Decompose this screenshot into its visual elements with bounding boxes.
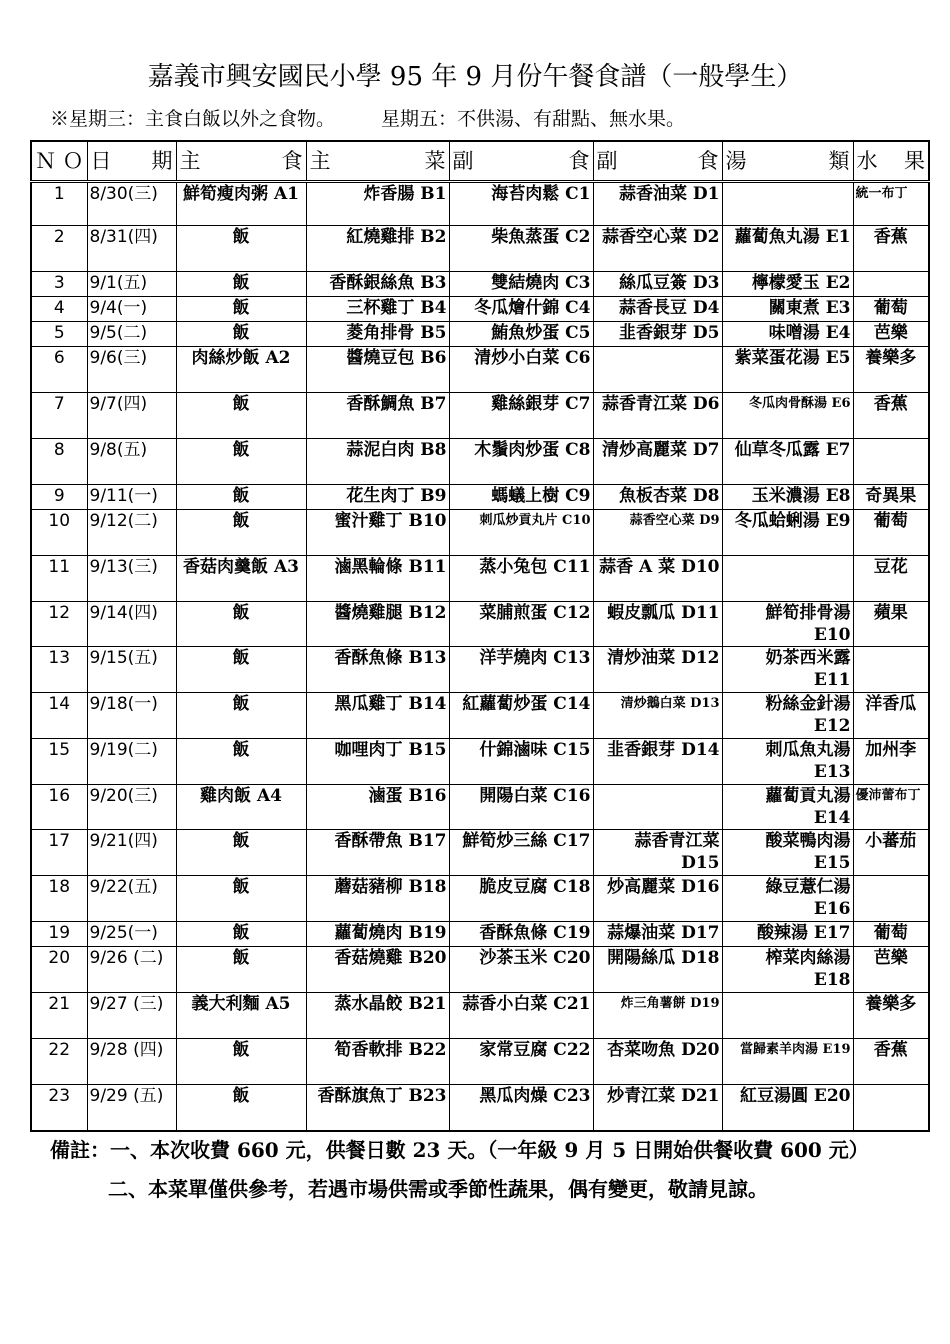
cell-staple: 飯 [176, 1039, 306, 1085]
cell-fruit [853, 876, 929, 922]
table-row [31, 393, 929, 439]
table-row [31, 226, 929, 272]
cell-soup: 蘿蔔貢丸湯 E14 [722, 785, 853, 830]
cell-staple: 飯 [176, 876, 306, 922]
cell-staple: 飯 [176, 485, 306, 510]
table-row [31, 993, 929, 1039]
cell-fruit: 香蕉 [853, 1039, 929, 1085]
cell-main-dish: 香酥旗魚丁 B23 [306, 1085, 449, 1131]
cell-side-dish-2 [593, 785, 722, 830]
cell-soup [722, 182, 853, 226]
remarks-label: 備註： [50, 1138, 110, 1162]
cell-no: 23 [31, 1085, 87, 1131]
cell-staple: 飯 [176, 693, 306, 739]
header-fruit: 水果 [853, 141, 929, 182]
table-row [31, 297, 929, 322]
cell-side-dish-1: 螞蟻上樹 C9 [449, 485, 593, 510]
cell-fruit: 小蕃茄 [853, 830, 929, 876]
cell-soup: 刺瓜魚丸湯 E13 [722, 739, 853, 785]
cell-date: 9/14(四) [87, 602, 176, 647]
cell-side-dish-2: 魚板杏菜 D8 [593, 485, 722, 510]
cell-date: 9/19(二) [87, 739, 176, 785]
cell-soup: 味噌湯 E4 [722, 322, 853, 347]
cell-no: 7 [31, 393, 87, 439]
cell-no: 6 [31, 347, 87, 393]
cell-main-dish: 紅燒雞排 B2 [306, 226, 449, 272]
page-title: 嘉義市興安國民小學 95 年 9 月份午餐食譜（一般學生） [147, 62, 803, 92]
cell-side-dish-2: 清炒鵝白菜 D13 [593, 693, 722, 739]
cell-main-dish: 咖哩肉丁 B15 [306, 739, 449, 785]
cell-date: 9/27 (三) [87, 993, 176, 1039]
cell-date: 8/31(四) [87, 226, 176, 272]
cell-main-dish: 香酥帶魚 B17 [306, 830, 449, 876]
cell-fruit: 養樂多 [853, 993, 929, 1039]
cell-main-dish: 花生肉丁 B9 [306, 485, 449, 510]
cell-fruit: 葡萄 [853, 510, 929, 556]
note-friday: 星期五：不供湯、有甜點、無水果。 [381, 108, 686, 130]
cell-main-dish: 香酥鯛魚 B7 [306, 393, 449, 439]
cell-side-dish-1: 清炒小白菜 C6 [449, 347, 593, 393]
cell-main-dish: 黑瓜雞丁 B14 [306, 693, 449, 739]
cell-side-dish-2: 蒜香油菜 D1 [593, 182, 722, 226]
cell-soup: 粉絲金針湯 E12 [722, 693, 853, 739]
cell-fruit: 洋香瓜 [853, 693, 929, 739]
cell-fruit: 香蕉 [853, 393, 929, 439]
cell-fruit [853, 272, 929, 297]
cell-no: 13 [31, 647, 87, 693]
header-side-dish-2: 副食 [593, 141, 722, 182]
cell-staple: 飯 [176, 272, 306, 297]
cell-soup: 玉米濃湯 E8 [722, 485, 853, 510]
cell-side-dish-1: 冬瓜燴什錦 C4 [449, 297, 593, 322]
cell-main-dish: 香酥銀絲魚 B3 [306, 272, 449, 297]
cell-date: 9/25(一) [87, 922, 176, 947]
cell-staple: 飯 [176, 1085, 306, 1131]
cell-no: 10 [31, 510, 87, 556]
cell-fruit: 芭樂 [853, 322, 929, 347]
cell-date: 9/18(一) [87, 693, 176, 739]
cell-side-dish-1: 家常豆腐 C22 [449, 1039, 593, 1085]
cell-fruit: 奇異果 [853, 485, 929, 510]
cell-staple: 飯 [176, 830, 306, 876]
cell-no: 21 [31, 993, 87, 1039]
cell-no: 1 [31, 182, 87, 226]
table-row [31, 693, 929, 739]
cell-staple: 飯 [176, 922, 306, 947]
cell-date: 9/1(五) [87, 272, 176, 297]
lunch-menu-table [30, 140, 930, 1132]
cell-no: 4 [31, 297, 87, 322]
cell-side-dish-1: 香酥魚條 C19 [449, 922, 593, 947]
cell-no: 16 [31, 785, 87, 830]
cell-side-dish-2: 韭香銀芽 D5 [593, 322, 722, 347]
cell-side-dish-1: 鮮筍炒三絲 C17 [449, 830, 593, 876]
cell-date: 9/15(五) [87, 647, 176, 693]
cell-soup: 紫菜蛋花湯 E5 [722, 347, 853, 393]
cell-staple: 肉絲炒飯 A2 [176, 347, 306, 393]
header-date: 日期 [87, 141, 176, 182]
cell-side-dish-1: 紅蘿蔔炒蛋 C14 [449, 693, 593, 739]
cell-side-dish-2: 蝦皮瓢瓜 D11 [593, 602, 722, 647]
note-wednesday: ※星期三：主食白飯以外之食物。 [50, 108, 336, 130]
cell-soup: 檸檬愛玉 E2 [722, 272, 853, 297]
cell-fruit: 葡萄 [853, 297, 929, 322]
cell-staple: 飯 [176, 947, 306, 993]
cell-date: 9/20(三) [87, 785, 176, 830]
table-row [31, 182, 929, 226]
cell-soup [722, 556, 853, 602]
header-staple: 主食 [176, 141, 306, 182]
cell-main-dish: 蒸水晶餃 B21 [306, 993, 449, 1039]
cell-main-dish: 醬燒豆包 B6 [306, 347, 449, 393]
cell-fruit: 統一布丁 [853, 182, 929, 226]
table-row [31, 485, 929, 510]
cell-side-dish-1: 蒸小兔包 C11 [449, 556, 593, 602]
cell-main-dish: 蜜汁雞丁 B10 [306, 510, 449, 556]
cell-side-dish-2: 蒜香青江菜 D6 [593, 393, 722, 439]
cell-staple: 香菇肉羹飯 A3 [176, 556, 306, 602]
header-main-dish: 主菜 [306, 141, 449, 182]
cell-date: 9/6(三) [87, 347, 176, 393]
cell-side-dish-1: 柴魚蒸蛋 C2 [449, 226, 593, 272]
cell-staple: 鮮筍瘦肉粥 A1 [176, 182, 306, 226]
cell-staple: 飯 [176, 322, 306, 347]
cell-main-dish: 三杯雞丁 B4 [306, 297, 449, 322]
cell-side-dish-2: 蒜香空心菜 D2 [593, 226, 722, 272]
cell-staple: 飯 [176, 602, 306, 647]
cell-date: 9/7(四) [87, 393, 176, 439]
cell-side-dish-2: 蒜香青江菜 D15 [593, 830, 722, 876]
cell-staple: 飯 [176, 297, 306, 322]
remarks-disclaimer: 二、本菜單僅供參考，若遇市場供需或季節性蔬果，偶有變更，敬請見諒。 [108, 1177, 768, 1201]
cell-side-dish-1: 刺瓜炒貢丸片 C10 [449, 510, 593, 556]
table-body [31, 182, 929, 1131]
cell-fruit: 豆花 [853, 556, 929, 602]
cell-date: 8/30(三) [87, 182, 176, 226]
cell-soup: 仙草冬瓜露 E7 [722, 439, 853, 485]
cell-side-dish-2: 開陽絲瓜 D18 [593, 947, 722, 993]
cell-no: 22 [31, 1039, 87, 1085]
cell-soup: 蘿蔔魚丸湯 E1 [722, 226, 853, 272]
table-row [31, 602, 929, 647]
cell-fruit: 加州李 [853, 739, 929, 785]
cell-fruit [853, 439, 929, 485]
cell-soup: 冬瓜肉骨酥湯 E6 [722, 393, 853, 439]
cell-side-dish-1: 洋芋燒肉 C13 [449, 647, 593, 693]
cell-side-dish-1: 沙茶玉米 C20 [449, 947, 593, 993]
cell-staple: 飯 [176, 439, 306, 485]
table-row [31, 876, 929, 922]
cell-main-dish: 蘿蔔燒肉 B19 [306, 922, 449, 947]
cell-fruit: 香蕉 [853, 226, 929, 272]
cell-fruit: 優沛蕾布丁 [853, 785, 929, 830]
table-row [31, 322, 929, 347]
cell-side-dish-1: 海苔肉鬆 C1 [449, 182, 593, 226]
cell-date: 9/5(二) [87, 322, 176, 347]
remarks [50, 1136, 900, 1204]
cell-side-dish-2: 炒青江菜 D21 [593, 1085, 722, 1131]
cell-soup: 榨菜肉絲湯 E18 [722, 947, 853, 993]
header-soup: 湯類 [722, 141, 853, 182]
cell-side-dish-2: 韭香銀芽 D14 [593, 739, 722, 785]
cell-main-dish: 菱角排骨 B5 [306, 322, 449, 347]
cell-side-dish-2: 絲瓜豆簽 D3 [593, 272, 722, 297]
table-row [31, 1039, 929, 1085]
table-row [31, 510, 929, 556]
cell-soup [722, 993, 853, 1039]
cell-soup: 冬瓜蛤蜊湯 E9 [722, 510, 853, 556]
cell-fruit [853, 1085, 929, 1131]
remarks-fee: 一、本次收費 660 元，供餐日數 23 天。（一年級 9 月 5 日開始供餐收費 600 元） [110, 1138, 869, 1162]
cell-fruit: 蘋果 [853, 602, 929, 647]
cell-date: 9/12(二) [87, 510, 176, 556]
cell-side-dish-2: 清炒高麗菜 D7 [593, 439, 722, 485]
cell-date: 9/13(三) [87, 556, 176, 602]
table-row [31, 556, 929, 602]
table-row [31, 922, 929, 947]
table-row [31, 1085, 929, 1131]
cell-soup: 奶茶西米露 E11 [722, 647, 853, 693]
cell-no: 2 [31, 226, 87, 272]
cell-date: 9/26 (二) [87, 947, 176, 993]
cell-main-dish: 香菇燒雞 B20 [306, 947, 449, 993]
table-row [31, 272, 929, 297]
cell-staple: 雞肉飯 A4 [176, 785, 306, 830]
cell-soup: 紅豆湯圓 E20 [722, 1085, 853, 1131]
cell-side-dish-2: 清炒油菜 D12 [593, 647, 722, 693]
table-row [31, 439, 929, 485]
cell-side-dish-1: 黑瓜肉燥 C23 [449, 1085, 593, 1131]
cell-no: 3 [31, 272, 87, 297]
cell-main-dish: 筍香軟排 B22 [306, 1039, 449, 1085]
menu-notes [50, 104, 685, 131]
cell-soup: 酸菜鴨肉湯 E15 [722, 830, 853, 876]
cell-no: 15 [31, 739, 87, 785]
cell-date: 9/28 (四) [87, 1039, 176, 1085]
cell-side-dish-2: 杏菜吻魚 D20 [593, 1039, 722, 1085]
cell-side-dish-1: 菜脯煎蛋 C12 [449, 602, 593, 647]
cell-side-dish-2: 蒜爆油菜 D17 [593, 922, 722, 947]
cell-date: 9/22(五) [87, 876, 176, 922]
cell-main-dish: 香酥魚條 B13 [306, 647, 449, 693]
cell-date: 9/21(四) [87, 830, 176, 876]
cell-staple: 飯 [176, 739, 306, 785]
cell-fruit: 芭樂 [853, 947, 929, 993]
cell-main-dish: 滷蛋 B16 [306, 785, 449, 830]
table-row [31, 947, 929, 993]
cell-side-dish-1: 木鬚肉炒蛋 C8 [449, 439, 593, 485]
cell-staple: 義大利麵 A5 [176, 993, 306, 1039]
cell-no: 17 [31, 830, 87, 876]
cell-no: 20 [31, 947, 87, 993]
cell-side-dish-1: 雞絲銀芽 C7 [449, 393, 593, 439]
cell-side-dish-2: 炒高麗菜 D16 [593, 876, 722, 922]
table-row [31, 739, 929, 785]
table-row [31, 347, 929, 393]
cell-side-dish-1: 什錦滷味 C15 [449, 739, 593, 785]
cell-staple: 飯 [176, 226, 306, 272]
cell-date: 9/29 (五) [87, 1085, 176, 1131]
cell-no: 5 [31, 322, 87, 347]
cell-staple: 飯 [176, 647, 306, 693]
cell-side-dish-1: 雙結燒肉 C3 [449, 272, 593, 297]
cell-soup: 關東煮 E3 [722, 297, 853, 322]
table-row [31, 647, 929, 693]
header-side-dish-1: 副食 [449, 141, 593, 182]
header-no: ＮＯ [31, 141, 87, 182]
table-header-row [31, 141, 929, 182]
cell-side-dish-1: 蒜香小白菜 C21 [449, 993, 593, 1039]
cell-fruit: 葡萄 [853, 922, 929, 947]
cell-soup: 當歸素羊肉湯 E19 [722, 1039, 853, 1085]
cell-side-dish-2: 蒜香 A 菜 D10 [593, 556, 722, 602]
cell-fruit [853, 647, 929, 693]
cell-soup: 酸辣湯 E17 [722, 922, 853, 947]
cell-no: 8 [31, 439, 87, 485]
cell-main-dish: 滷黑輪條 B11 [306, 556, 449, 602]
cell-main-dish: 醬燒雞腿 B12 [306, 602, 449, 647]
cell-no: 18 [31, 876, 87, 922]
cell-side-dish-1: 開陽白菜 C16 [449, 785, 593, 830]
cell-staple: 飯 [176, 510, 306, 556]
cell-side-dish-1: 鮪魚炒蛋 C5 [449, 322, 593, 347]
cell-date: 9/11(一) [87, 485, 176, 510]
cell-soup: 鮮筍排骨湯 E10 [722, 602, 853, 647]
cell-no: 14 [31, 693, 87, 739]
cell-side-dish-1: 脆皮豆腐 C18 [449, 876, 593, 922]
cell-date: 9/4(一) [87, 297, 176, 322]
table-row [31, 785, 929, 830]
cell-main-dish: 蘑菇豬柳 B18 [306, 876, 449, 922]
cell-side-dish-2: 炸三角薯餅 D19 [593, 993, 722, 1039]
cell-fruit: 養樂多 [853, 347, 929, 393]
cell-side-dish-2: 蒜香長豆 D4 [593, 297, 722, 322]
cell-side-dish-2: 蒜香空心菜 D9 [593, 510, 722, 556]
cell-no: 11 [31, 556, 87, 602]
cell-soup: 綠豆薏仁湯 E16 [722, 876, 853, 922]
cell-no: 12 [31, 602, 87, 647]
cell-side-dish-2 [593, 347, 722, 393]
cell-staple: 飯 [176, 393, 306, 439]
cell-no: 19 [31, 922, 87, 947]
table-row [31, 830, 929, 876]
cell-main-dish: 蒜泥白肉 B8 [306, 439, 449, 485]
cell-date: 9/8(五) [87, 439, 176, 485]
cell-main-dish: 炸香腸 B1 [306, 182, 449, 226]
cell-no: 9 [31, 485, 87, 510]
